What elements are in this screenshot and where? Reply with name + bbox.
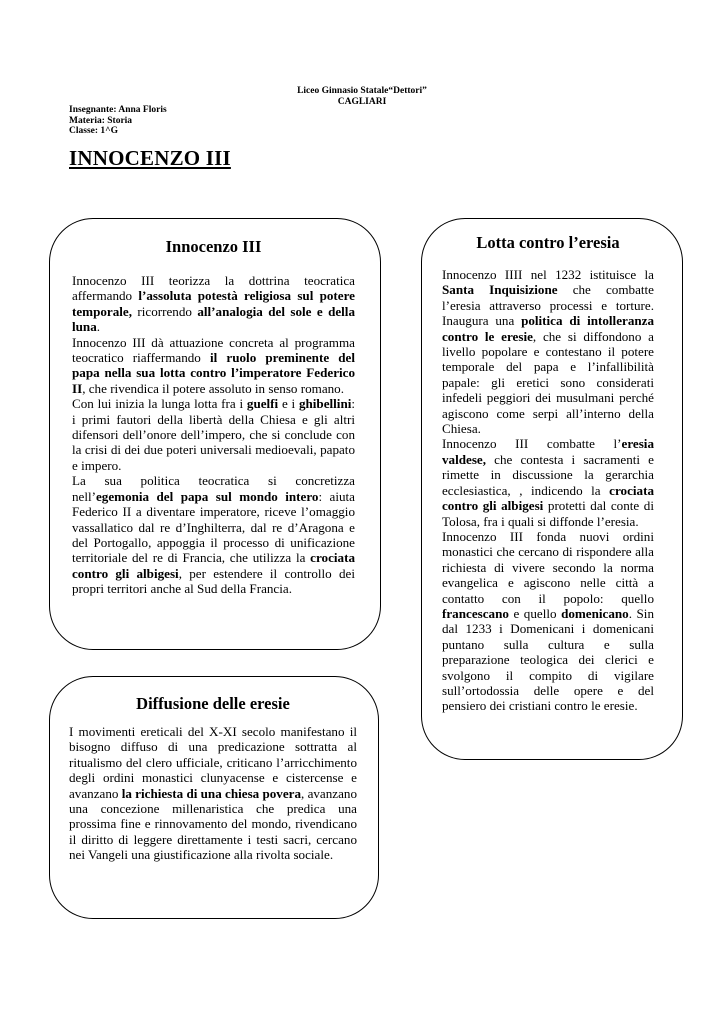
eresia-paragraph: Innocenzo IIII nel 1232 istituisce la Santa Inquisizione che combatte l’eresia attraverso processi e torture. Inaugura una politica di intolleranza contro le eresie, che si diffondono a livello popolare e contestano il potere temporale del papa e l’infallibilità papale: gli eretici sono considerati infedeli peggiori dei musulmani perché agiscono come serpi all’interno della Chiesa. (442, 267, 655, 437)
diffusione-text (69, 724, 357, 863)
innocenzo-paragraph: Con lui inizia la lunga lotta fra i guelfi e i ghibellini: i primi fautori della libertà della Chiesa e gli altri difensori dell’onore dell’impero, che si conclude con la crisi di dei due poteri universali medioevali, papato e impero. (72, 396, 356, 473)
school-city: CAGLIARI (337, 97, 387, 107)
eresia-text (442, 267, 654, 714)
eresia-paragraph: Innocenzo III combatte l’eresia valdese, che contesta i sacramenti e rimette in discussione la gerarchia ecclesiastica, , indicendo la crociata contro gli albigesi protetti dal conte di Tolosa, fra i quali si diffonde l’eresia. (442, 436, 654, 529)
innocenzo-paragraph: La sua politica teocratica si concretizza nell’egemonia del papa sul mondo intero: aiuta Federico II a diventare imperatore, riceve l’omaggio vassallatico dal re d’Inghilterra, dal re d’Aragona e del Portogallo, appoggia il processo di unificazione territoriale del re di Francia, che utilizza la crociata contro gli albigesi, per estendere il controllo dei propri territori anche al Sud della Francia. (72, 473, 355, 597)
diffusione-paragraph: I movimenti ereticali del X-XI secolo manifestano il bisogno diffuso di una predicazione sottratta al ritualismo del clero ufficiale, criticano l’arricchimento degli ordini monastici clunyacense e cistercense e avanzano la richiesta di una chiesa povera, avanzano una concezione millenaristica che predica una prossima fine e rinnovamento del mondo, rivendicano il diritto di leggere direttamente i testi sacri, cercano nei Vangeli una giustificazione alla rivolta sociale. (69, 724, 358, 863)
subject-line: Materia: Storia (69, 115, 133, 126)
innocenzo-text (72, 273, 355, 597)
eresia-paragraph: Innocenzo III fonda nuovi ordini monastici che cercano di rispondere alla richiesta di vivere secondo la norma evangelica e agiscono nelle città a contatto con il popolo: quello francescano e quello domenicano. Sin dal 1233 i Domenicani i domenicani puntano sulla cultura e sulla preparazione teologica dei clerici e svolgono il compito di vigilare sull’ortodossia delle opere e del pensiero dei cristiani contro le eresie. (442, 528, 654, 714)
innocenzo-heading: Innocenzo III (165, 237, 262, 256)
page-title: INNOCENZO III (69, 146, 231, 170)
teacher-line: Insegnante: Anna Floris (69, 105, 167, 115)
class-line: Classe: 1^G (69, 126, 119, 136)
innocenzo-paragraph: Innocenzo III teorizza la dottrina teocratica affermando l’assoluta potestà religiosa sul potere temporale, ricorrendo all’analogia del sole e della luna. (72, 273, 355, 335)
eresia-box (421, 218, 683, 760)
eresia-heading: Lotta contro l’eresia (476, 233, 620, 252)
school-name: Liceo Ginnasio Statale“Dettori” (297, 86, 427, 96)
innocenzo-box (49, 218, 381, 650)
innocenzo-paragraph: Innocenzo III dà attuazione concreta al programma teocratico riaffermando il ruolo preminente del papa nella sua lotta contro l’imperatore Federico II, che rivendica il potere assoluto in senso romano. (72, 334, 356, 396)
diffusione-box (49, 676, 379, 919)
course-info (69, 105, 167, 137)
diffusione-heading: Diffusione delle eresie (136, 694, 290, 713)
